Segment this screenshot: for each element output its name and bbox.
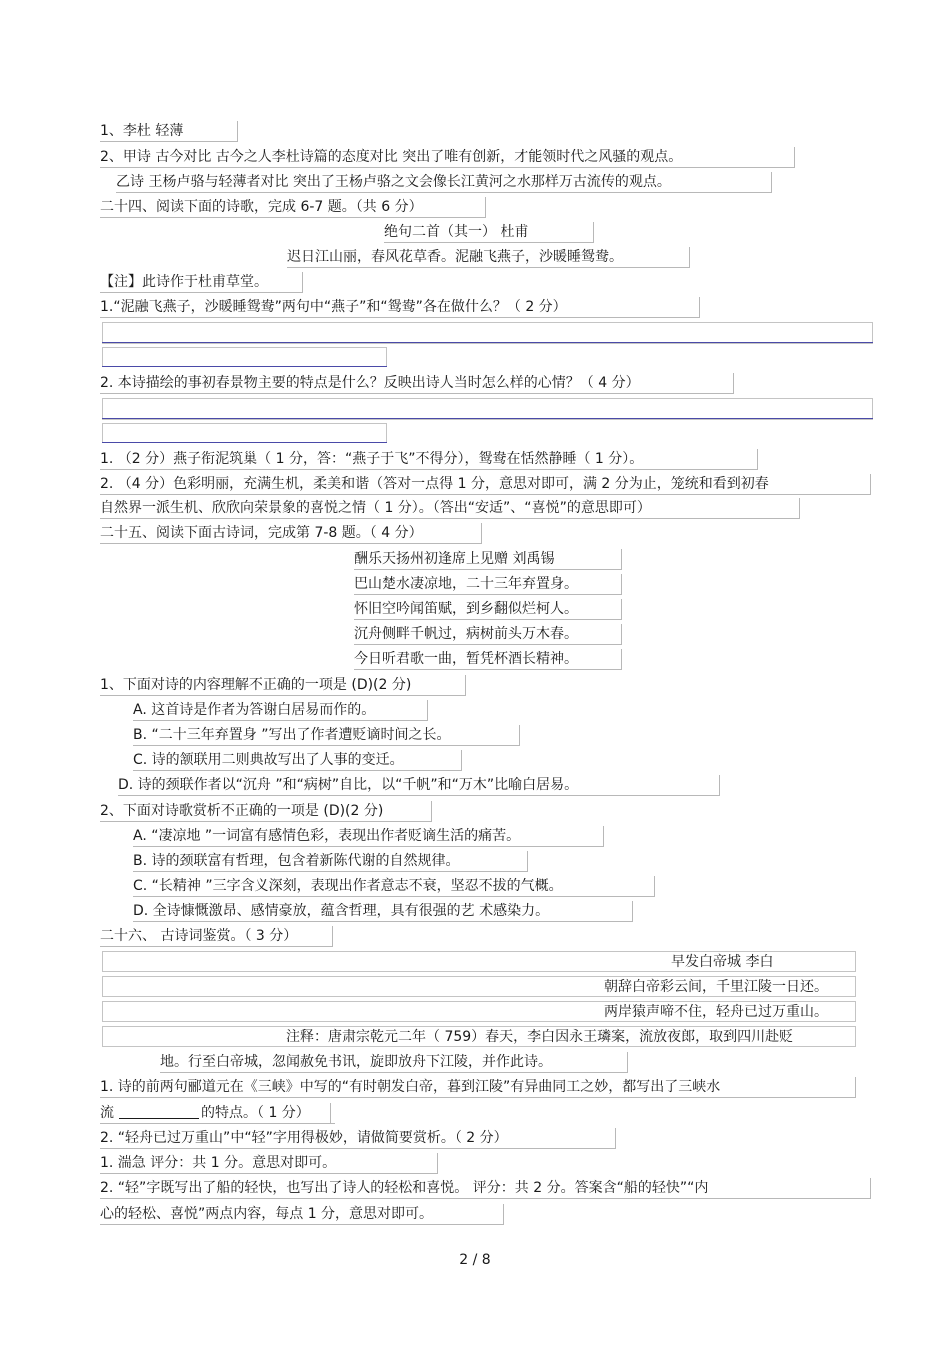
poem-title: 酬乐天扬州初逢席上见赠 刘禹锡 [354,549,622,570]
poem-line: 沉舟侧畔千帆过，病树前头万木春。 [354,624,622,645]
question: 2、下面对诗歌赏析不正确的一项是 (D)(2 分) [100,801,432,822]
annotation: 地。行至白帝城，忽闻赦免书讯，旋即放舟下江陵，并作此诗。 [160,1052,628,1073]
option: B. “二十三年弃置身 ”写出了作者遭贬谪时间之长。 [133,725,520,746]
option: B. 诗的颈联富有哲理，包含着新陈代谢的自然规律。 [133,851,528,872]
question: 2. “轻舟已过万重山”中“轻”字用得极妙，请做简要赏析。（ 2 分） [100,1128,616,1149]
question: 1、下面对诗的内容理解不正确的一项是 (D)(2 分) [100,675,466,696]
section-heading: 二十五、阅读下面古诗词，完成第 7-8 题。（ 4 分） [100,523,482,544]
option: A. 这首诗是作者为答谢白居易而作的。 [133,700,428,721]
question: 2. 本诗描绘的事初春景物主要的特点是什么？反映出诗人当时怎么样的心情？（ 4 分） [100,373,734,394]
answer-line: 自然界一派生机、欣欣向荣景象的喜悦之情（ 1 分）。（答出“安适”、“喜悦”的意思即可） [100,498,800,519]
answer-line: 2. “轻”字既写出了船的轻快，也写出了诗人的轻松和喜悦。 评分：共 2 分。答案含“船的轻快”“内 [100,1178,871,1199]
question: 1. 诗的前两句郦道元在《三峡》中写的“有时朝发白帝，暮到江陵”有异曲同工之妙，都写出了三峡水 [100,1077,856,1098]
poem-title: 绝句二首（其一） 杜甫 [384,222,594,243]
section-heading: 二十四、阅读下面的诗歌，完成 6-7 题。（共 6 分） [100,197,486,218]
answer-box-q2-line2[interactable] [102,423,387,443]
annotation: 注释：唐肃宗乾元二年（ 759）春天，李白因永王璘案，流放夜郎，取到四川赴贬 [286,1029,794,1045]
question: 1.“泥融飞燕子，沙暖睡鸳鸯”两句中“燕子”和“鸳鸯”各在做什么？（ 2 分） [100,297,700,318]
option: A. “凄凉地 ”一词富有感情色彩，表现出作者贬谪生活的痛苦。 [133,826,604,847]
fill-blank[interactable] [119,1118,199,1119]
question: 的特点。（ 1 分） [201,1103,331,1124]
answer-line: 乙诗 王杨卢骆与轻薄者对比 突出了王杨卢骆之文会像长江黄河之水那样万古流传的观点。 [116,172,772,193]
poem-line: 怀旧空吟闻笛赋，到乡翻似烂柯人。 [354,599,622,620]
section-heading: 二十六、 古诗词鉴赏。（ 3 分） [100,926,333,947]
answer-line: 心的轻松、喜悦”两点内容，每点 1 分，意思对即可。 [100,1204,504,1225]
answer-box-q1-line2[interactable] [102,347,387,367]
answer-underline [102,366,387,367]
answer-box-q1-line1[interactable] [102,322,873,344]
answer-underline [102,418,873,419]
poem-line: 巴山楚水凄凉地，二十三年弃置身。 [354,574,622,595]
answer-line: 1. 湍急 评分：共 1 分。意思对即可。 [100,1153,438,1174]
question: 流 [100,1105,114,1121]
poem-title: 早发白帝城 李白 [671,954,774,970]
poem-line: 朝辞白帝彩云间，千里江陵一日还。 [604,979,828,995]
poem-line: 今日听君歌一曲，暂凭杯酒长精神。 [354,649,622,670]
option: C. “长精神 ”三字含义深刻，表现出作者意志不衰，坚忍不拔的气概。 [133,876,655,897]
option: C. 诗的颔联用二则典故写出了人事的变迁。 [133,750,462,771]
option: D. 全诗慷慨激昂、感情豪放，蕴含哲理，具有很强的艺 术感染力。 [133,901,633,922]
answer-box-q2-line1[interactable] [102,398,873,420]
line-border [100,1123,335,1124]
poem-line: 迟日江山丽，春风花草香。泥融飞燕子，沙暖睡鸳鸯。 [287,247,690,268]
answer-underline [102,342,873,343]
answer-underline [102,442,387,443]
answer-line: 2. （4 分）色彩明丽，充满生机，柔美和谐（答对一点得 1 分，意思对即可，满 2 分为止，笼统和看到初春 [100,474,871,495]
answer-line: 2、甲诗 古今对比 古今之人李杜诗篇的态度对比 突出了唯有创新，才能领时代之风骚的观点。 [100,147,795,168]
option: D. 诗的颈联作者以“沉舟 ”和“病树”自比，以“千帆”和“万木”比喻白居易。 [118,775,720,796]
answer-line: 1. （2 分）燕子衔泥筑巢（ 1 分，答：“燕子于飞”不得分），鸳鸯在恬然静睡（ 1 分）。 [100,449,758,470]
note: 【注】此诗作于杜甫草堂。 [100,272,303,293]
poem-line: 两岸猿声啼不住，轻舟已过万重山。 [604,1004,828,1020]
answer-line: 1、李杜 轻薄 [100,121,238,142]
page-number: 2 / 8 [459,1252,491,1268]
